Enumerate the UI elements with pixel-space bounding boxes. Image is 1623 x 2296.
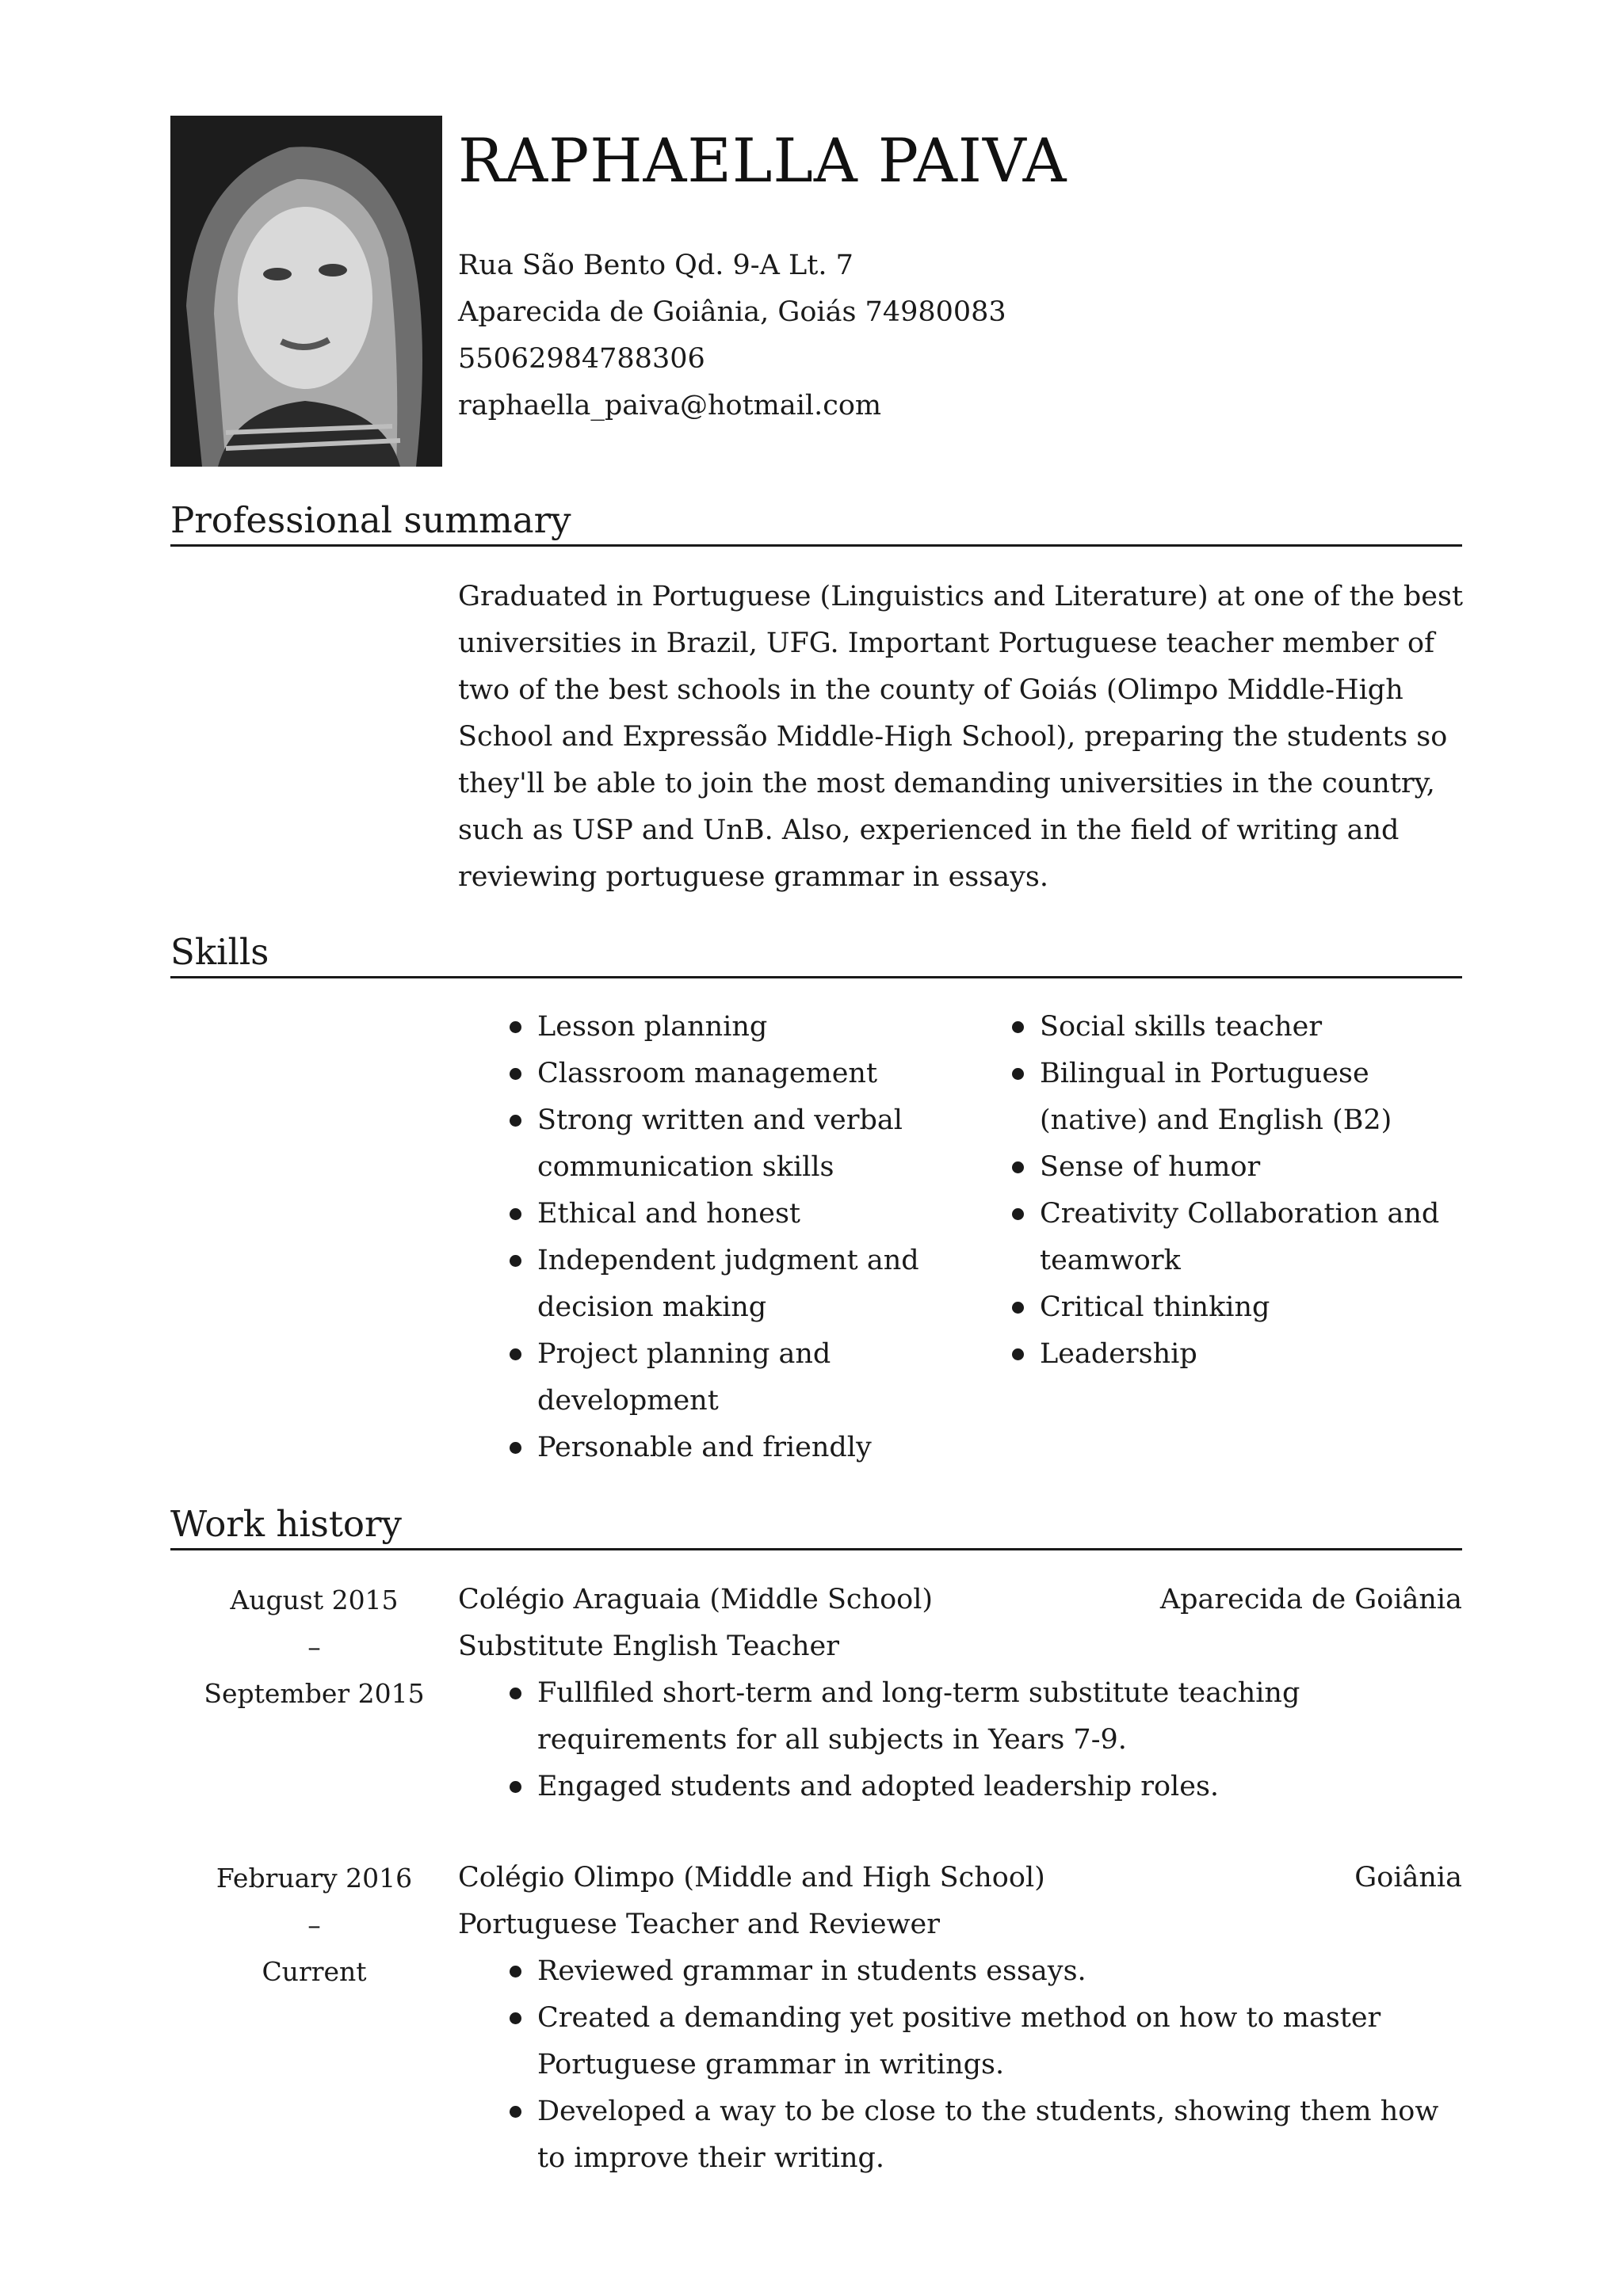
summary-text: Graduated in Portuguese (Linguistics and Literature) at one of the best universities in Brazil, UFG. Important Portuguese teacher member of two of the best schools in the county of Goiás (Olimpo Middle-High School and Expressão Middle-High School), preparing the students so they'll be able to join the most demanding universities in the country, such as USP and UnB. Also, experienced in the field of writing and reviewing portuguese grammar in essays. bbox=[458, 581, 1464, 893]
duty-item: Created a demanding yet positive method on how to master Portuguese grammar in writings. bbox=[458, 1995, 1462, 2088]
skills-list-right bbox=[960, 1004, 1468, 1378]
employer-name: Colégio Araguaia (Middle School) bbox=[458, 1584, 934, 1615]
job-dates bbox=[170, 1577, 458, 1717]
job-duties bbox=[458, 1948, 1462, 2182]
skill-item: Bilingual in Portuguese (native) and English (B2) bbox=[960, 1051, 1468, 1144]
skill-item: Strong written and verbal communication skills bbox=[458, 1097, 949, 1191]
skill-item: Social skills teacher bbox=[960, 1004, 1468, 1051]
skill-item: Sense of humor bbox=[960, 1144, 1468, 1191]
skill-item: Project planning and development bbox=[458, 1331, 949, 1425]
job-title: Substitute English Teacher bbox=[458, 1630, 839, 1662]
work-history-heading: Work history bbox=[170, 1503, 1462, 1550]
skills-list-left bbox=[458, 1004, 949, 1471]
skills-heading: Skills bbox=[170, 931, 1462, 978]
duty-item: Engaged students and adopted leadership roles. bbox=[458, 1764, 1462, 1810]
job-end-date: Current bbox=[262, 1956, 367, 1987]
skill-item: Personable and friendly bbox=[458, 1425, 949, 1471]
skill-item: Leadership bbox=[960, 1331, 1468, 1378]
skill-item: Creativity Collaboration and teamwork bbox=[960, 1191, 1468, 1284]
skill-item: Classroom management bbox=[458, 1051, 949, 1097]
date-separator: – bbox=[307, 1909, 321, 1940]
email-address: raphaella_paiva@hotmail.com bbox=[458, 390, 882, 421]
address-line-1: Rua São Bento Qd. 9-A Lt. 7 bbox=[458, 250, 854, 281]
date-separator: – bbox=[307, 1631, 321, 1662]
candidate-name: RAPHAELLA PAIVA bbox=[458, 125, 1067, 196]
skill-item: Independent judgment and decision making bbox=[458, 1238, 949, 1331]
job-location: Aparecida de Goiânia bbox=[1159, 1584, 1462, 1615]
contact-block bbox=[458, 242, 1006, 429]
portrait-image bbox=[170, 116, 442, 467]
duty-item: Developed a way to be close to the students, showing them how to improve their writing. bbox=[458, 2088, 1462, 2182]
employer-name: Colégio Olimpo (Middle and High School) bbox=[458, 1862, 1045, 1894]
job-start-date: August 2015 bbox=[230, 1585, 399, 1615]
phone-number: 55062984788306 bbox=[458, 343, 705, 375]
skill-item: Critical thinking bbox=[960, 1284, 1468, 1331]
job-details bbox=[458, 1855, 1462, 2182]
job-title: Portuguese Teacher and Reviewer bbox=[458, 1909, 941, 1940]
job-end-date: September 2015 bbox=[204, 1678, 425, 1709]
job-dates bbox=[170, 1855, 458, 1995]
skill-item: Ethical and honest bbox=[458, 1191, 949, 1238]
job-details bbox=[458, 1577, 1462, 1810]
duty-item: Fullfiled short-term and long-term substitute teaching requirements for all subjects in Years 7-9. bbox=[458, 1670, 1462, 1764]
duty-item: Reviewed grammar in students essays. bbox=[458, 1948, 1462, 1995]
job-location: Goiânia bbox=[1354, 1862, 1462, 1894]
job-start-date: February 2016 bbox=[216, 1863, 413, 1894]
summary-heading: Professional summary bbox=[170, 499, 1462, 547]
job-duties bbox=[458, 1670, 1462, 1810]
skill-item: Lesson planning bbox=[458, 1004, 949, 1051]
profile-photo bbox=[170, 116, 442, 467]
address-line-2: Aparecida de Goiânia, Goiás 74980083 bbox=[458, 296, 1006, 328]
